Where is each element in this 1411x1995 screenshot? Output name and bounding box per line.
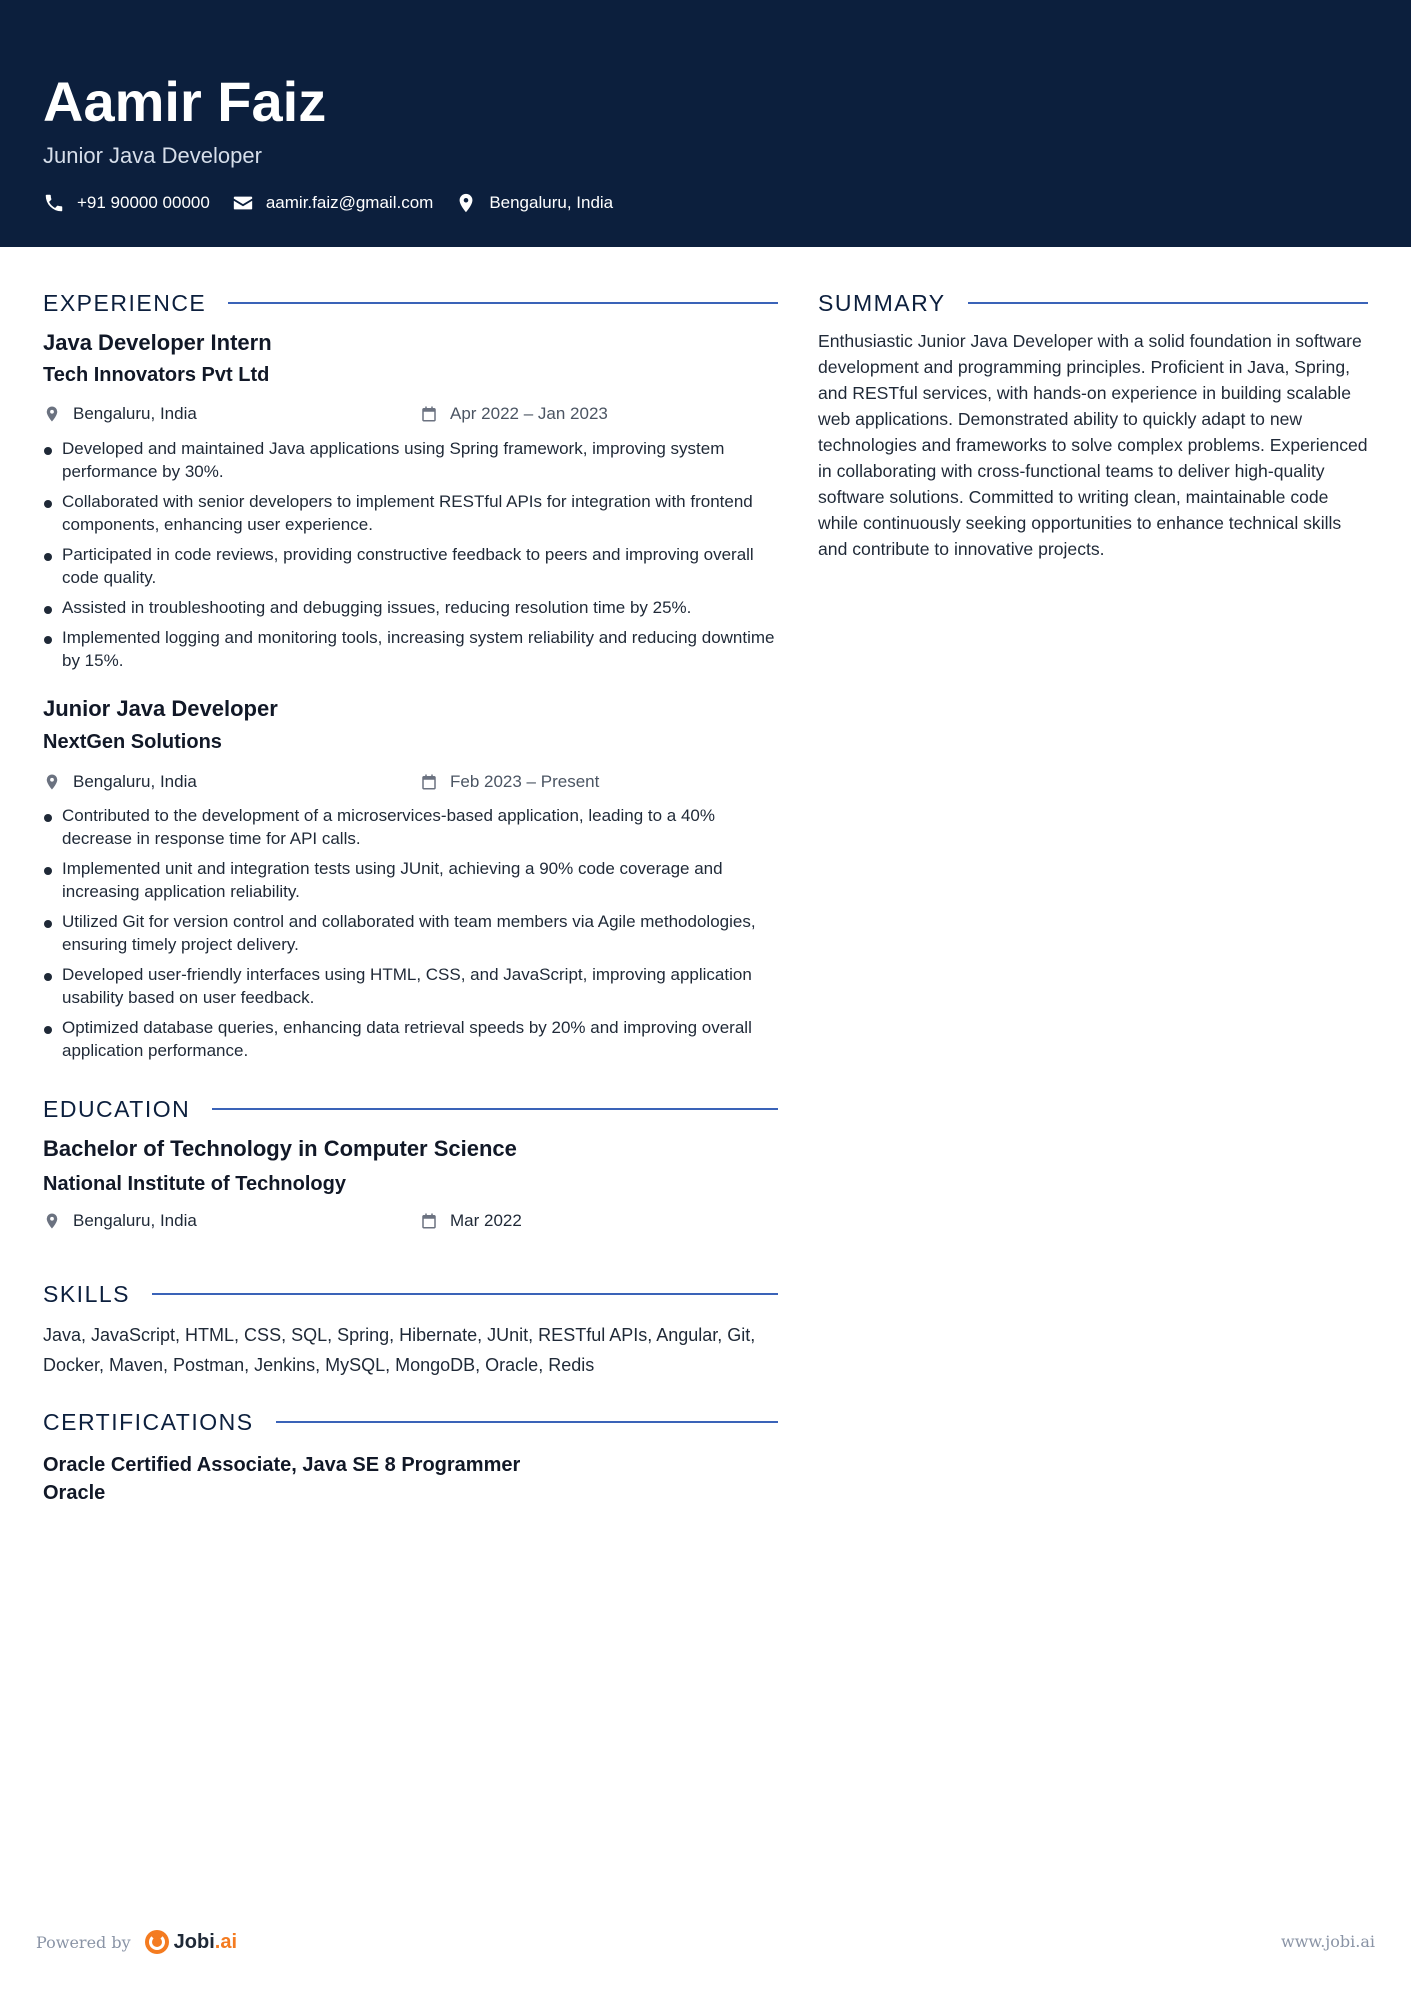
degree-title: Bachelor of Technology in Computer Science xyxy=(43,1136,517,1161)
list-item: Participated in code reviews, providing constructive feedback to peers and improving overall code quality. xyxy=(43,543,778,589)
education-location-text: Bengaluru, India xyxy=(73,1211,197,1230)
school-name: National Institute of Technology xyxy=(43,1173,346,1195)
job-dates-text: Apr 2022 – Jan 2023 xyxy=(450,404,608,423)
location-pin-icon xyxy=(43,1212,61,1230)
job-location xyxy=(43,404,197,424)
candidate-name: Aamir Faiz xyxy=(43,70,327,133)
education-location xyxy=(43,1211,197,1231)
powered-by-footer xyxy=(36,1930,237,1954)
list-item: Assisted in troubleshooting and debugging issues, reducing resolution time by 25%. xyxy=(43,596,778,619)
powered-by-label: Powered by xyxy=(36,1932,131,1952)
list-item: Developed and maintained Java applications using Spring framework, improving system performance by 30%. xyxy=(43,437,778,483)
skills-heading-label: SKILLS xyxy=(43,1280,130,1307)
location-pin-icon xyxy=(43,405,61,423)
list-item: Implemented logging and monitoring tools, increasing system reliability and reducing downtime by 15%. xyxy=(43,626,778,672)
skills-list: Java, JavaScript, HTML, CSS, SQL, Spring, Hibernate, JUnit, RESTful APIs, Angular, Git, Docker, Maven, Postman, Jenkins, MySQL, MongoDB, Oracle, Redis xyxy=(43,1325,756,1375)
contact-email xyxy=(232,192,433,214)
contact-row xyxy=(43,192,635,214)
list-item: Optimized database queries, enhancing data retrieval speeds by 20% and improving overall application performance. xyxy=(43,1016,778,1062)
email-address: aamir.faiz@gmail.com xyxy=(265,193,434,212)
calendar-icon xyxy=(420,773,438,791)
company-name: Tech Innovators Pvt Ltd xyxy=(43,364,270,386)
job-bullets xyxy=(43,804,778,1069)
section-divider xyxy=(228,302,778,304)
list-item: Contributed to the development of a microservices-based application, leading to a 40% decrease in response time for API calls. xyxy=(43,804,778,850)
certifications-heading-label: CERTIFICATIONS xyxy=(43,1408,254,1435)
education-heading-label: EDUCATION xyxy=(43,1095,191,1122)
job-location xyxy=(43,772,197,792)
jobi-logo-text[interactable] xyxy=(174,1931,237,1954)
job-title: Java Developer Intern xyxy=(43,330,272,355)
experience-heading-label: EXPERIENCE xyxy=(43,289,207,316)
website-link[interactable]: www.jobi.ai xyxy=(1281,1932,1375,1951)
list-item: Collaborated with senior developers to implement RESTful APIs for integration with frontend components, enhancing user experience. xyxy=(43,490,778,536)
list-item: Utilized Git for version control and collaborated with team members via Agile methodologies, ensuring timely project delivery. xyxy=(43,910,778,956)
envelope-icon xyxy=(232,192,254,214)
jobi-brand-main: Jobi xyxy=(173,1930,215,1953)
resume-header xyxy=(0,0,1411,247)
candidate-title: Junior Java Developer xyxy=(43,143,262,168)
job-bullets xyxy=(43,437,778,679)
location-pin-icon xyxy=(43,773,61,791)
company-name: NextGen Solutions xyxy=(43,731,222,753)
experience-heading xyxy=(43,288,778,318)
list-item: Implemented unit and integration tests using JUnit, achieving a 90% code coverage and increasing application reliability. xyxy=(43,857,778,903)
location-pin-icon xyxy=(455,192,477,214)
calendar-icon xyxy=(420,1212,438,1230)
summary-text: Enthusiastic Junior Java Developer with a solid foundation in software development and programming principles. Proficient in Java, Spring, and RESTful services, with hands-on experience in building scalable web applications. Demonstrated ability to quickly adapt to new technologies and frameworks to solve complex problems. Experienced in collaborating with cross-functional teams to deliver high-quality software solutions. Committed to writing clean, maintainable code while continuously seeking opportunities to enhance technical skills and contribute to innovative projects. xyxy=(818,331,1368,559)
certification-name: Oracle Certified Associate, Java SE 8 Programmer xyxy=(43,1454,521,1476)
section-divider xyxy=(212,1108,778,1110)
skills-heading xyxy=(43,1279,778,1309)
jobi-logo-icon xyxy=(145,1930,169,1954)
contact-location xyxy=(455,192,613,214)
contact-phone xyxy=(43,192,210,214)
job-title: Junior Java Developer xyxy=(43,696,278,721)
section-divider xyxy=(968,302,1368,304)
education-date xyxy=(420,1211,522,1231)
summary-heading xyxy=(818,288,1368,318)
job-location-text: Bengaluru, India xyxy=(73,772,197,791)
jobi-brand-suffix: .ai xyxy=(214,1930,238,1953)
location-text: Bengaluru, India xyxy=(489,193,614,212)
job-dates xyxy=(420,772,599,792)
education-date-text: Mar 2022 xyxy=(450,1211,522,1230)
job-location-text: Bengaluru, India xyxy=(73,404,197,423)
summary-heading-label: SUMMARY xyxy=(818,289,946,316)
education-heading xyxy=(43,1094,778,1124)
phone-icon xyxy=(43,192,65,214)
phone-number: +91 90000 00000 xyxy=(77,193,210,212)
section-divider xyxy=(152,1293,778,1295)
calendar-icon xyxy=(420,405,438,423)
certifications-heading xyxy=(43,1407,778,1437)
list-item: Developed user-friendly interfaces using HTML, CSS, and JavaScript, improving application usability based on user feedback. xyxy=(43,963,778,1009)
job-dates xyxy=(420,404,608,424)
certification-issuer: Oracle xyxy=(43,1482,106,1504)
job-dates-text: Feb 2023 – Present xyxy=(450,772,600,791)
section-divider xyxy=(276,1421,778,1423)
